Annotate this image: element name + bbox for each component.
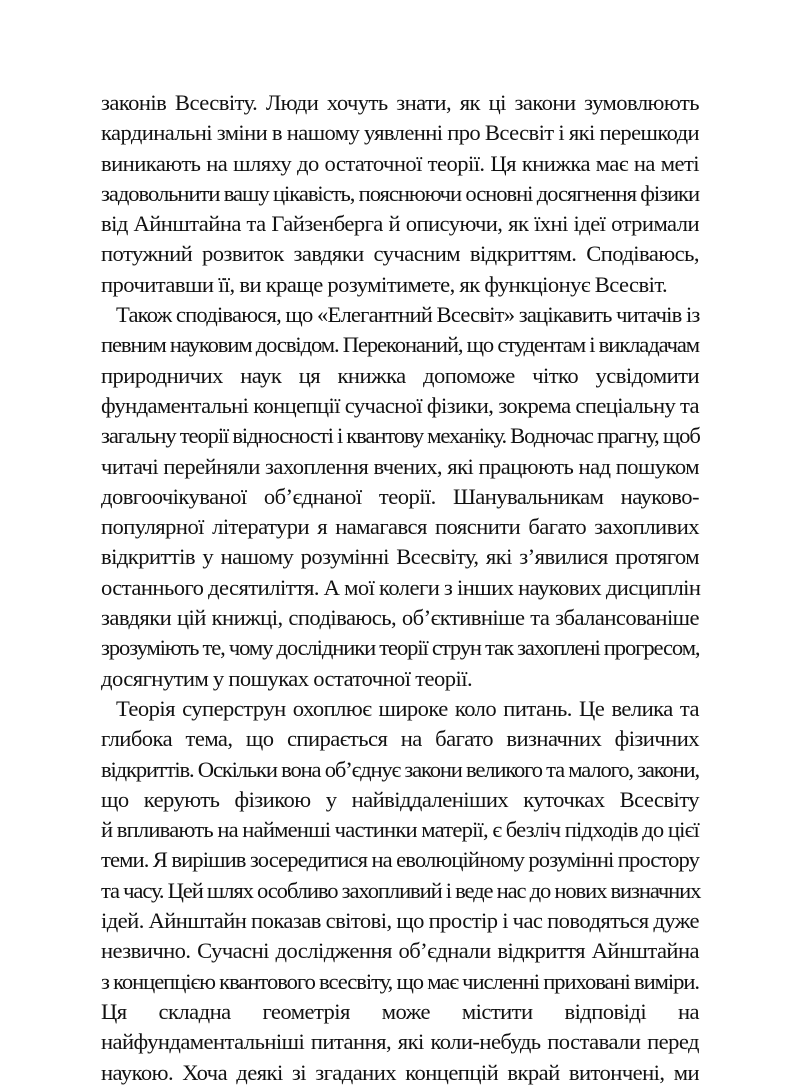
text-line: останнього десятиліття. А мої колеги з інших наукових дисциплін xyxy=(101,574,701,600)
text-line: певним науковим досвідом. Переконаний, що студентам і викладачам xyxy=(101,332,699,358)
text-line: що керують фізикою у найвіддаленіших куточках Всесвіту xyxy=(101,786,699,812)
text-line: потужний розвиток завдяки сучасним відкриттям. Сподіваюсь, xyxy=(101,241,699,267)
text-line: від Айнштайна та Гайзенберга й описуючи, як їхні ідеї отримали xyxy=(101,211,699,237)
text-line: та часу. Цей шлях особливо захопливий і веде нас до нових визначних xyxy=(101,877,701,903)
text-line: досягнутим у пошуках остаточної теорії. xyxy=(101,665,473,691)
text-line: найфундаментальніші питання, які коли-небудь поставали перед xyxy=(101,1029,699,1055)
text-line: глибока тема, що спирається на багато визначних фізичних xyxy=(101,726,699,752)
text-line: Також сподіваюся, що «Елегантний Всесвіт» зацікавить читачів із xyxy=(116,302,700,328)
text-line: виникають на шляху до остаточної теорії. Ця книжка має на меті xyxy=(101,150,699,176)
text-line: відкриттів. Оскільки вона об’єднує закони великого та малого, закони, xyxy=(101,756,699,782)
paragraph xyxy=(101,88,699,300)
text-line: прочитавши її, ви краще розумітимете, як функціонує Всесвіт. xyxy=(101,271,668,297)
text-line: фундаментальні концепції сучасної фізики, зокрема спеціальну та xyxy=(101,392,699,418)
paragraph xyxy=(101,300,699,694)
text-line: зрозуміють те, чому дослідники теорії струн так захоплені прогресом, xyxy=(101,635,700,661)
text-line: ідей. Айнштайн показав світові, що простір і час поводяться дуже xyxy=(101,908,699,934)
text-line: Теорія суперструн охоплює широке коло питань. Це велика та xyxy=(116,695,699,721)
text-line: відкриттів у нашому розумінні Всесвіту, які з’явилися протягом xyxy=(101,544,699,570)
paragraph xyxy=(101,694,699,1088)
text-line: теми. Я вирішив зосередитися на еволюційному розумінні простору xyxy=(101,847,699,873)
text-line: читачі перейняли захоплення вчених, які працюють над пошуком xyxy=(101,453,699,479)
text-line: задовольнити вашу цікавість, пояснюючи основні досягнення фізики xyxy=(101,180,699,206)
text-line: довгоочікуваної об’єднаної теорії. Шанувальникам науково- xyxy=(101,483,699,509)
text-line: з концепцією квантового всесвіту, що має численні приховані виміри. xyxy=(101,968,699,994)
text-line: законів Всесвіту. Люди хочуть знати, як ці закони зумовлюють xyxy=(101,90,699,115)
text-line: й впливають на найменші частинки матерії, є безліч підходів до цієї xyxy=(101,817,699,843)
text-line: завдяки цій книжці, сподіваюсь, об’єктивніше та збалансованіше xyxy=(101,605,699,631)
text-line: природничих наук ця книжка допоможе чітко усвідомити xyxy=(101,362,699,388)
text-line: наукою. Хоча деякі зі згаданих концепцій вкрай витончені, ми xyxy=(101,1059,699,1085)
text-line: незвично. Сучасні дослідження об’єднали відкриття Айнштайна xyxy=(101,938,699,964)
text-line: Ця складна геометрія може містити відповіді на xyxy=(101,998,699,1024)
text-line: кардинальні зміни в нашому уявленні про Всесвіт і які перешкоди xyxy=(101,120,699,146)
document-page xyxy=(101,88,699,1088)
text-line: загальну теорії відносності і квантову механіку. Водночас прагну, щоб xyxy=(101,423,700,449)
text-line: популярної літератури я намагався пояснити багато захопливих xyxy=(101,514,699,540)
